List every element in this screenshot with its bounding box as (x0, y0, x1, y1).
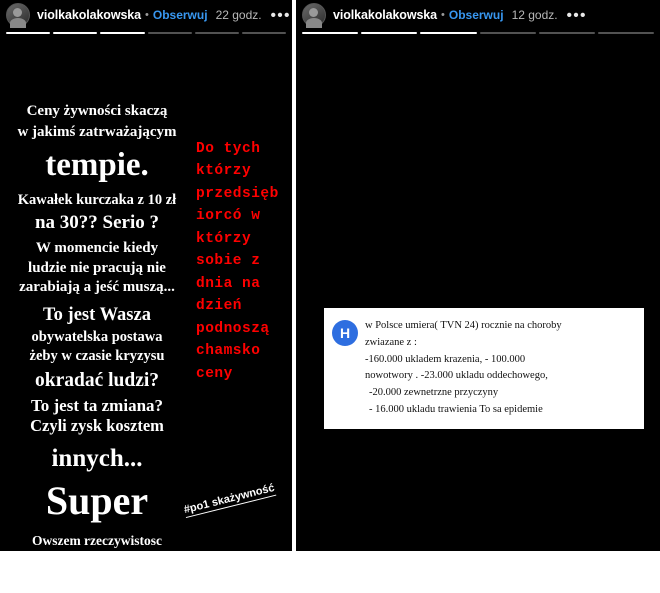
timestamp-label: 22 godz. (215, 8, 262, 22)
progress-segment[interactable] (100, 32, 144, 34)
text-line: ludzie nie pracują nie (28, 259, 166, 276)
more-options-icon[interactable]: ••• (270, 6, 291, 24)
text-line: obywatelska postawa (31, 328, 163, 345)
story-content-right (296, 38, 660, 551)
progress-segment[interactable] (598, 32, 654, 34)
text-line: W momencie kiedy (35, 240, 159, 257)
progress-segment[interactable] (6, 32, 50, 34)
timestamp-label: 12 godz. (511, 8, 558, 22)
text-line: tempie. (45, 147, 149, 184)
text-line: To jest ta zmiana? (30, 396, 164, 416)
card-line: w Polsce umiera( TVN 24) rocznie na choroby (365, 320, 562, 331)
story-white-text-block (8, 102, 186, 593)
text-line: na 30?? Serio ? (34, 211, 160, 233)
more-options-icon[interactable]: ••• (566, 6, 587, 24)
story-red-text-block: Do tych którzy przedsiębiorcó w którzy sobie z dnia na dzień podnoszą chamsko ceny (196, 141, 279, 382)
card-line: zwiazane z : (365, 336, 417, 348)
story-progress-left (6, 32, 286, 34)
progress-segment[interactable] (53, 32, 97, 34)
follow-button[interactable]: Obserwuj (448, 8, 504, 22)
story-panel-right[interactable] (296, 0, 660, 551)
story-progress-right (302, 32, 654, 34)
follow-button[interactable]: Obserwuj (152, 8, 208, 22)
separator-dot: • (145, 9, 149, 21)
username-label[interactable]: violkakolakowska (333, 8, 438, 22)
text-line: Owszem rzeczywistosc (31, 532, 163, 548)
progress-segment[interactable] (539, 32, 595, 34)
avatar[interactable] (6, 3, 30, 27)
story-header-right (296, 0, 660, 30)
card-avatar: H (332, 320, 358, 346)
text-line: w jakimś zatrważającym (17, 124, 177, 141)
progress-segment[interactable] (195, 32, 239, 34)
text-line: zmienia się ale chyba (36, 550, 158, 566)
progress-segment[interactable] (302, 32, 358, 34)
progress-segment[interactable] (242, 32, 286, 34)
text-line: żeby w czasie kryzysu (29, 347, 165, 364)
username-label[interactable]: violkakolakowska (37, 8, 142, 22)
card-line: - 16.000 ukladu trawienia To sa epidemie (369, 403, 543, 415)
progress-segment[interactable] (420, 32, 476, 34)
story-header-left (0, 0, 292, 30)
text-line: Kawałek kurczaka z 10 zł (17, 191, 177, 208)
card-text-block (365, 318, 638, 419)
story-content-left (0, 38, 292, 591)
story-panel-left[interactable] (0, 0, 296, 591)
progress-segment[interactable] (148, 32, 192, 34)
card-line: -20.000 zewnetrzne przyczyny (369, 387, 499, 398)
text-line: Ceny żywności skaczą (26, 103, 168, 119)
text-line: nie na lepsze (45, 569, 149, 591)
avatar[interactable] (302, 3, 326, 27)
screenshot-card (324, 308, 644, 429)
card-line: -160.000 ukladem krazenia, - 100.000 (365, 353, 526, 365)
text-line: okradać ludzi? (34, 369, 160, 391)
progress-segment[interactable] (361, 32, 417, 34)
progress-segment[interactable] (480, 32, 536, 34)
text-line: zarabiają a jeść muszą... (19, 279, 175, 296)
card-line: nowotwory . -23.000 ukladu oddechowego, (365, 370, 548, 382)
story-dark-background (296, 38, 660, 270)
text-line: To jest Wasza (43, 304, 151, 325)
text-line: innych... (51, 444, 143, 472)
text-line: Czyli zysk kosztem (30, 416, 164, 436)
hashtag-sticker[interactable]: #po1 skażywność (182, 481, 276, 517)
text-line: Super (45, 477, 149, 523)
separator-dot: • (441, 9, 445, 21)
